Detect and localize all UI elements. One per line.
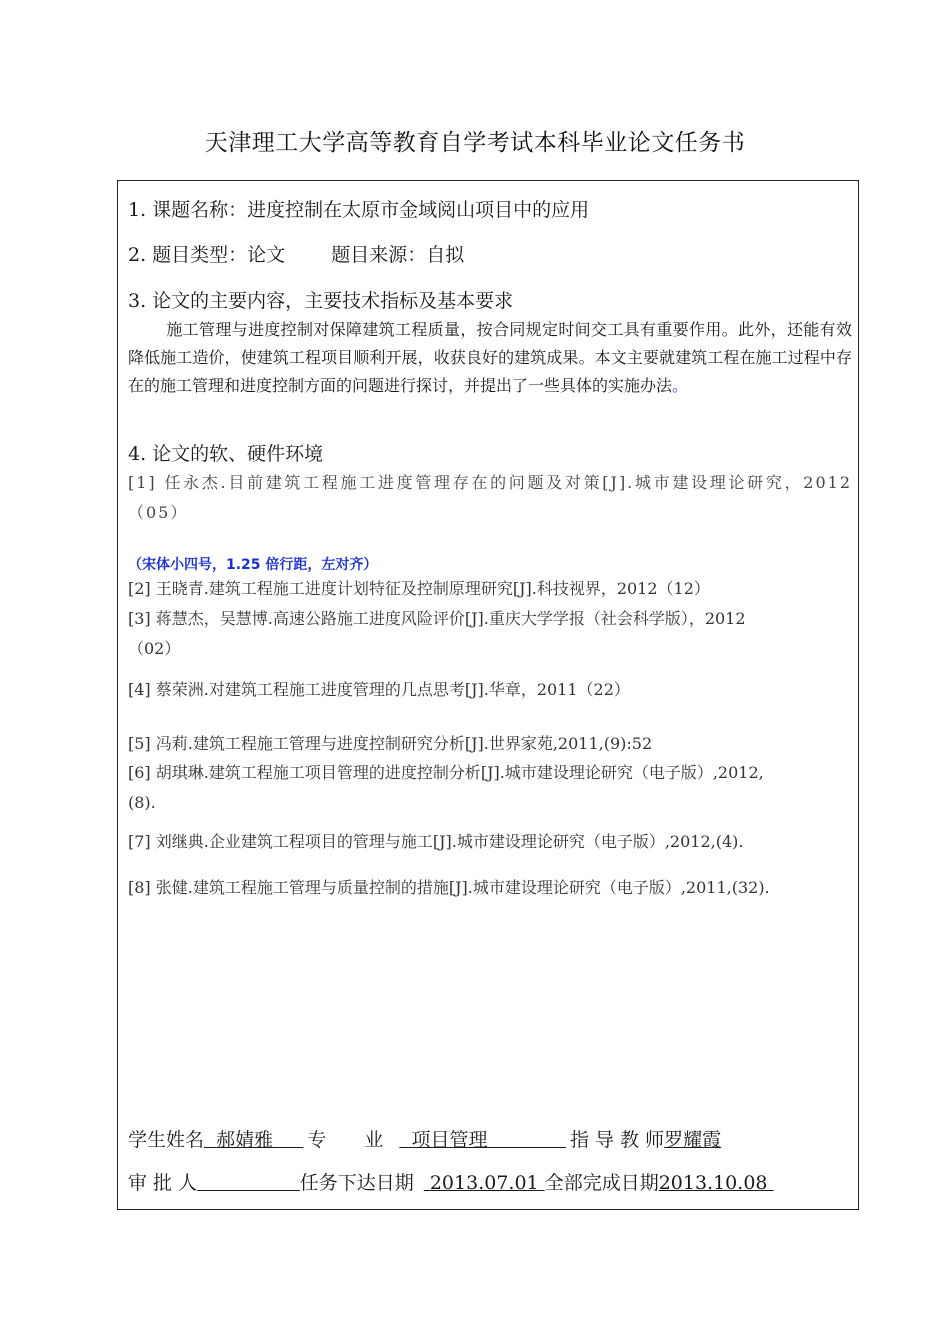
document-title: 天津理工大学高等教育自学考试本科毕业论文任务书 bbox=[204, 130, 746, 156]
student-label: 学生姓名 bbox=[128, 1129, 205, 1151]
issue-date-label: 任务下达日期 bbox=[299, 1172, 414, 1194]
finish-date-label: 全部完成日期 bbox=[544, 1172, 659, 1194]
source-value: 自拟 bbox=[426, 244, 465, 266]
reference-item: [3] 蒋慧杰，吴慧博.高速公路施工进度风险评价[J].重庆大学学报（社会科学版），2012（02） bbox=[128, 609, 746, 658]
type-value: 论文 bbox=[247, 244, 286, 266]
type-label: 2. 题目类型： bbox=[128, 244, 248, 266]
content-heading: 3. 论文的主要内容，主要技术指标及基本要求 bbox=[128, 290, 514, 312]
source-label: 题目来源： bbox=[331, 244, 427, 266]
major-label: 专 业 bbox=[307, 1129, 384, 1151]
reference-item: [1] 任永杰.目前建筑工程施工进度管理存在的问题及对策[J].城市建设理论研究，2012（05） bbox=[128, 473, 852, 522]
reference-item: [8] 张健.建筑工程施工管理与质量控制的措施[J].城市建设理论研究（电子版）,2011,(32). bbox=[128, 878, 770, 897]
advisor-label: 指 导 教 师 bbox=[569, 1129, 665, 1151]
reference-item: [6] 胡琪琳.建筑工程施工项目管理的进度控制分析[J].城市建设理论研究（电子版）,2012,(8). bbox=[128, 763, 764, 812]
env-heading: 4. 论文的软、硬件环境 bbox=[128, 443, 324, 465]
format-note: （宋体小四号，1.25 倍行距，左对齐） bbox=[128, 557, 378, 573]
reference-item: [5] 冯莉.建筑工程施工管理与进度控制研究分析[J].世界家苑,2011,(9):52 bbox=[128, 734, 653, 753]
signature-row-1 bbox=[128, 1125, 721, 1152]
approver-label: 审 批 人 bbox=[128, 1172, 198, 1194]
topic-label: 1. 课题名称： bbox=[128, 199, 248, 221]
major-value: 项目管理 bbox=[411, 1129, 488, 1151]
finish-date: 2013.10.08 bbox=[658, 1172, 768, 1194]
type-row bbox=[128, 240, 464, 267]
task-table bbox=[117, 180, 859, 1210]
content-end-mark: 。 bbox=[672, 376, 689, 395]
advisor-name: 罗耀霞 bbox=[664, 1129, 722, 1151]
issue-date: 2013.07.01 bbox=[429, 1172, 539, 1194]
reference-item: [4] 蔡荣洲.对建筑工程施工进度管理的几点思考[J].华章，2011（22） bbox=[128, 680, 630, 699]
signature-row-2 bbox=[128, 1168, 774, 1195]
approver-blank bbox=[197, 1172, 300, 1194]
reference-item: [7] 刘继典.企业建筑工程项目的管理与施工[J].城市建设理论研究（电子版）,2012,(4). bbox=[128, 832, 744, 851]
topic-value: 进度控制在太原市金域阅山项目中的应用 bbox=[247, 199, 590, 221]
content-text: 施工管理与进度控制对保障建筑工程质量，按合同规定时间交工具有重要作用。此外，还能有效降低施工造价，使建筑工程项目顺利开展，收获良好的建筑成果。本文主要就建筑工程在施工过程中存在的施工管理和进度控制方面的问题进行探讨，并提出了一些具体的实施办法 bbox=[128, 320, 852, 395]
content-body bbox=[128, 316, 852, 400]
reference-item: [2] 王晓青.建筑工程施工进度计划特征及控制原理研究[J].科技视界，2012（12） bbox=[128, 579, 710, 598]
student-name: 郝婧雅 bbox=[216, 1129, 274, 1151]
topic-row bbox=[128, 195, 589, 222]
